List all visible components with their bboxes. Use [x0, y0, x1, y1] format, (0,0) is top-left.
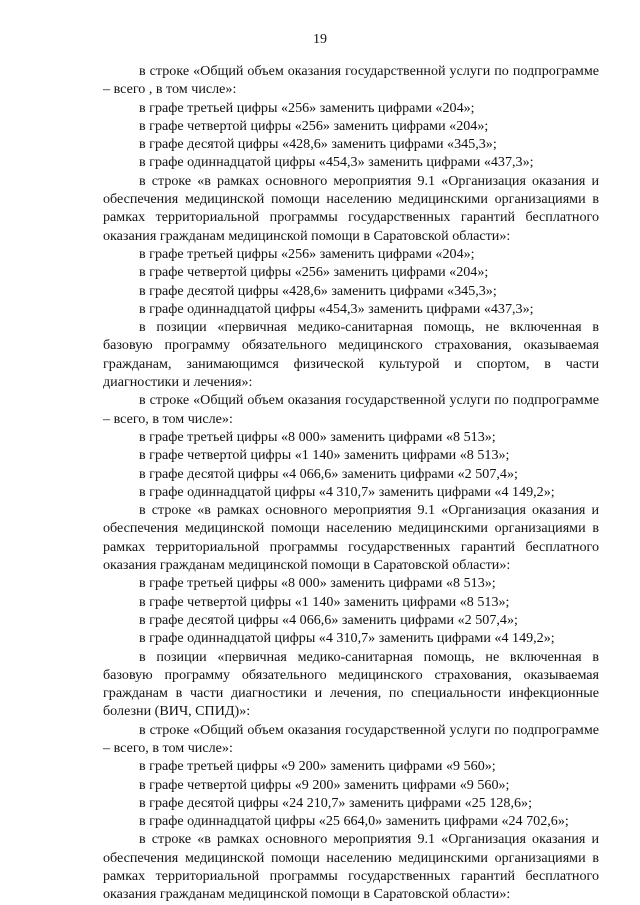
paragraph: в графе одиннадцатой цифры «25 664,0» заменить цифрами «24 702,6»; [139, 813, 569, 830]
paragraph: в графе одиннадцатой цифры «4 310,7» заменить цифрами «4 149,2»; [139, 630, 555, 647]
paragraph: в графе десятой цифры «4 066,6» заменить цифрами «2 507,4»; [139, 611, 518, 628]
paragraph: в графе третьей цифры «8 000» заменить цифрами «8 513»; [139, 428, 496, 445]
paragraph: в строке «в рамках основного мероприятия 9.1 «Организация оказания и обеспечения медицинской помощи населению медицинскими организациями в рамках территориальной программы государственных гарантий бесплатного оказания гражданам медицинской помощи в Саратовской области»: [103, 172, 599, 244]
paragraph: в графе четвертой цифры «9 200» заменить цифрами «9 560»; [139, 776, 510, 793]
paragraph: в графе одиннадцатой цифры «454,3» заменить цифрами «437,3»; [139, 300, 534, 317]
paragraph: в графе четвертой цифры «256» заменить цифрами «204»; [139, 264, 489, 281]
paragraph: в графе третьей цифры «9 200» заменить цифрами «9 560»; [139, 758, 496, 775]
paragraph: в графе четвертой цифры «256» заменить цифрами «204»; [139, 117, 489, 134]
paragraph: в позиции «первичная медико-санитарная помощь, не включенная в базовую программу обязательного медицинского страхования, оказываемая гражданам, занимающимся физической культурой и спортом, в части диагностики и лечения»: [103, 319, 599, 391]
paragraph: в графе десятой цифры «4 066,6» заменить цифрами «2 507,4»; [139, 465, 518, 482]
paragraph: в строке «в рамках основного мероприятия 9.1 «Организация оказания и обеспечения медицинской помощи населению медицинскими организациями в рамках территориальной программы государственных гарантий бесплатного оказания гражданам медицинской помощи в Саратовской области»: [103, 831, 599, 903]
paragraph: в строке «Общий объем оказания государственной услуги по подпрограмме – всего, в том числе»: [103, 392, 599, 427]
paragraph: в графе третьей цифры «256» заменить цифрами «204»; [139, 245, 475, 262]
paragraph: в строке «Общий объем оказания государственной услуги по подпрограмме – всего , в том числе»: [103, 63, 599, 98]
paragraph: в строке «Общий объем оказания государственной услуги по подпрограмме – всего, в том числе»: [103, 721, 599, 756]
paragraph: в графе одиннадцатой цифры «4 310,7» заменить цифрами «4 149,2»; [139, 483, 555, 500]
paragraph: в графе четвертой цифры «1 140» заменить цифрами «8 513»; [139, 593, 510, 610]
paragraph: в графе третьей цифры «8 000» заменить цифрами «8 513»; [139, 575, 496, 592]
paragraph: в графе третьей цифры «256» заменить цифрами «204»; [139, 99, 475, 116]
paragraph: в графе десятой цифры «428,6» заменить цифрами «345,3»; [139, 282, 497, 299]
page-number: 19 [313, 32, 327, 47]
paragraph: в графе одиннадцатой цифры «454,3» заменить цифрами «437,3»; [139, 154, 534, 171]
paragraph: в графе десятой цифры «428,6» заменить цифрами «345,3»; [139, 136, 497, 153]
paragraph: в графе четвертой цифры «1 140» заменить цифрами «8 513»; [139, 447, 510, 464]
paragraph: в позиции «первичная медико-санитарная помощь, не включенная в базовую программу обязательного медицинского страхования, оказываемая гражданам в части диагностики и лечения, по специальности инфекционные болезни (ВИЧ, СПИД)»: [103, 648, 599, 720]
paragraph: в строке «в рамках основного мероприятия 9.1 «Организация оказания и обеспечения медицинской помощи населению медицинскими организациями в рамках территориальной программы государственных гарантий бесплатного оказания гражданам медицинской помощи в Саратовской области»: [103, 502, 599, 574]
document-body [103, 62, 599, 904]
paragraph: в графе десятой цифры «24 210,7» заменить цифрами «25 128,6»; [139, 794, 533, 811]
